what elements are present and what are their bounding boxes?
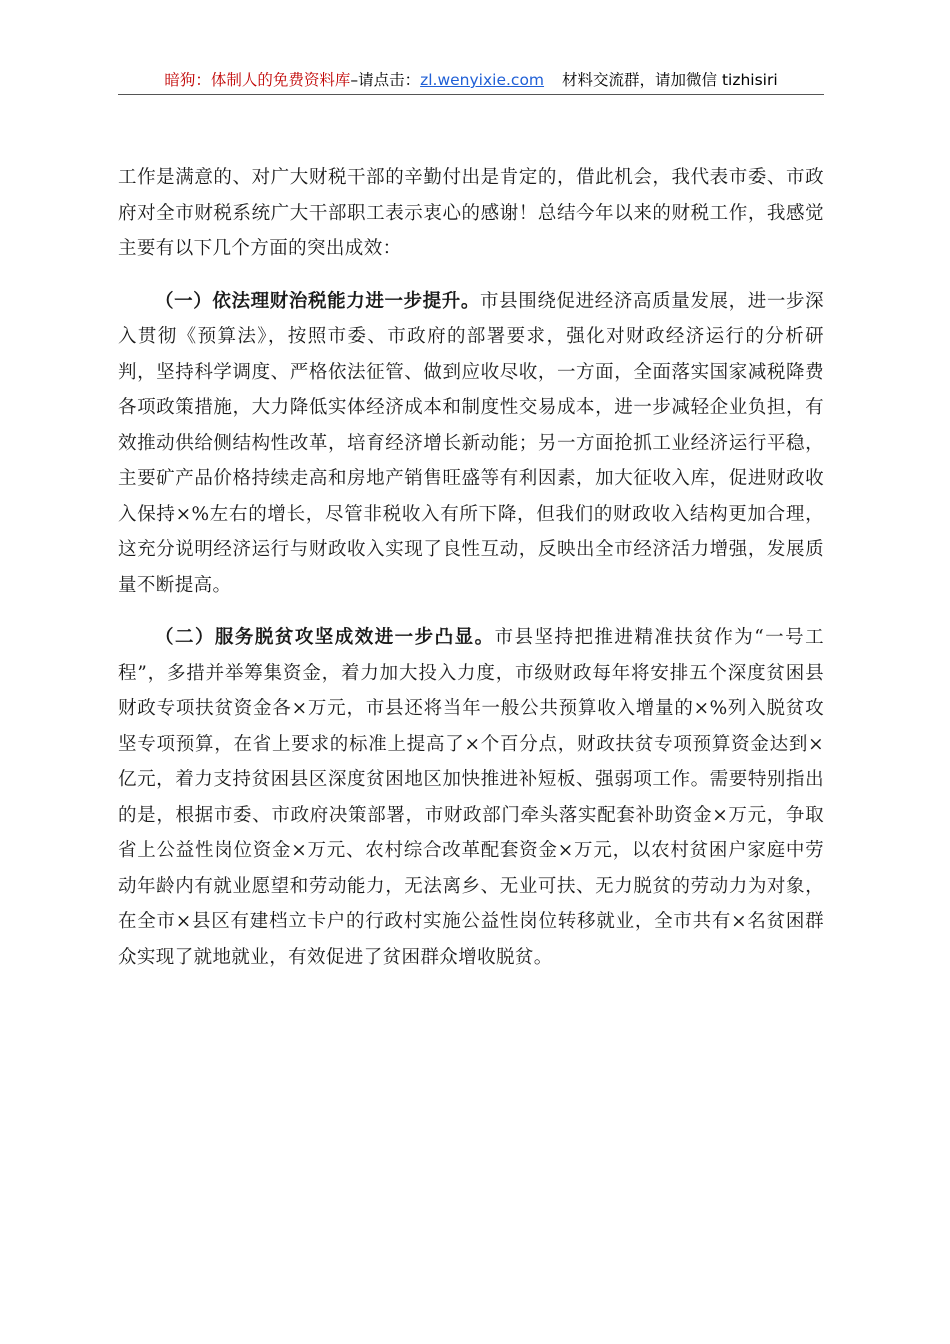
section-heading: （一）依法理财治税能力进一步提升。 xyxy=(155,290,481,312)
page-header xyxy=(118,68,824,95)
paragraph-intro xyxy=(118,160,824,267)
paragraph-section-1 xyxy=(118,284,824,604)
paragraph-text: 工作是满意的、对广大财税干部的辛勤付出是肯定的，借此机会，我代表市委、市政府对全市财税系统广大干部职工表示衷心的感谢！总结今年以来的财税工作，我感觉主要有以下几个方面的突出成效： xyxy=(118,167,824,259)
paragraph-text: 市县围绕促进经济高质量发展，进一步深入贯彻《预算法》，按照市委、市政府的部署要求，强化对财政经济运行的分析研判，坚持科学调度、严格依法征管、做到应收尽收，一方面，全面落实国家减税降费各项政策措施，大力降低实体经济成本和制度性交易成本，进一步减轻企业负担，有效推动供给侧结构性改革，培育经济增长新动能；另一方面抢抓工业经济运行平稳，主要矿产品价格持续走高和房地产销售旺盛等有利因素，加大征收入库，促进财政收入保持×%左右的增长，尽管非税收入有所下降，但我们的财政收入结构更加合理，这充分说明经济运行与财政收入实现了良性互动，反映出全市经济活力增强，发展质量不断提高。 xyxy=(118,290,824,596)
header-click-prompt: –请点击： xyxy=(350,71,421,89)
document-body xyxy=(118,160,824,975)
section-heading: （二）服务脱贫攻坚成效进一步凸显。 xyxy=(155,627,495,648)
paragraph-section-2 xyxy=(118,620,824,975)
header-contact: 材料交流群，请加微信 tizhisiri xyxy=(562,71,778,89)
paragraph-text: 市县坚持把推进精准扶贫作为“一号工程”，多措并举筹集资金，着力加大投入力度，市级财政每年将安排五个深度贫困县财政专项扶贫资金各×万元，市县还将当年一般公共预算收入增量的×%列入脱贫攻坚专项预算，在省上要求的标准上提高了×个百分点，财政扶贫专项预算资金达到×亿元，着力支持贫困县区深度贫困地区加快推进补短板、强弱项工作。需要特别指出的是，根据市委、市政府决策部署，市财政部门牵头落实配套补助资金×万元，争取省上公益性岗位资金×万元、农村综合改革配套资金×万元，以农村贫困户家庭中劳动年龄内有就业愿望和劳动能力，无法离乡、无业可扶、无力脱贫的劳动力为对象，在全市×县区有建档立卡户的行政村实施公益性岗位转移就业，全市共有×名贫困群众实现了就地就业，有效促进了贫困群众增收脱贫。 xyxy=(118,627,824,968)
header-link[interactable]: zl.wenyixie.com xyxy=(420,71,545,89)
header-brand: 暗狗：体制人的免费资料库 xyxy=(164,71,351,89)
